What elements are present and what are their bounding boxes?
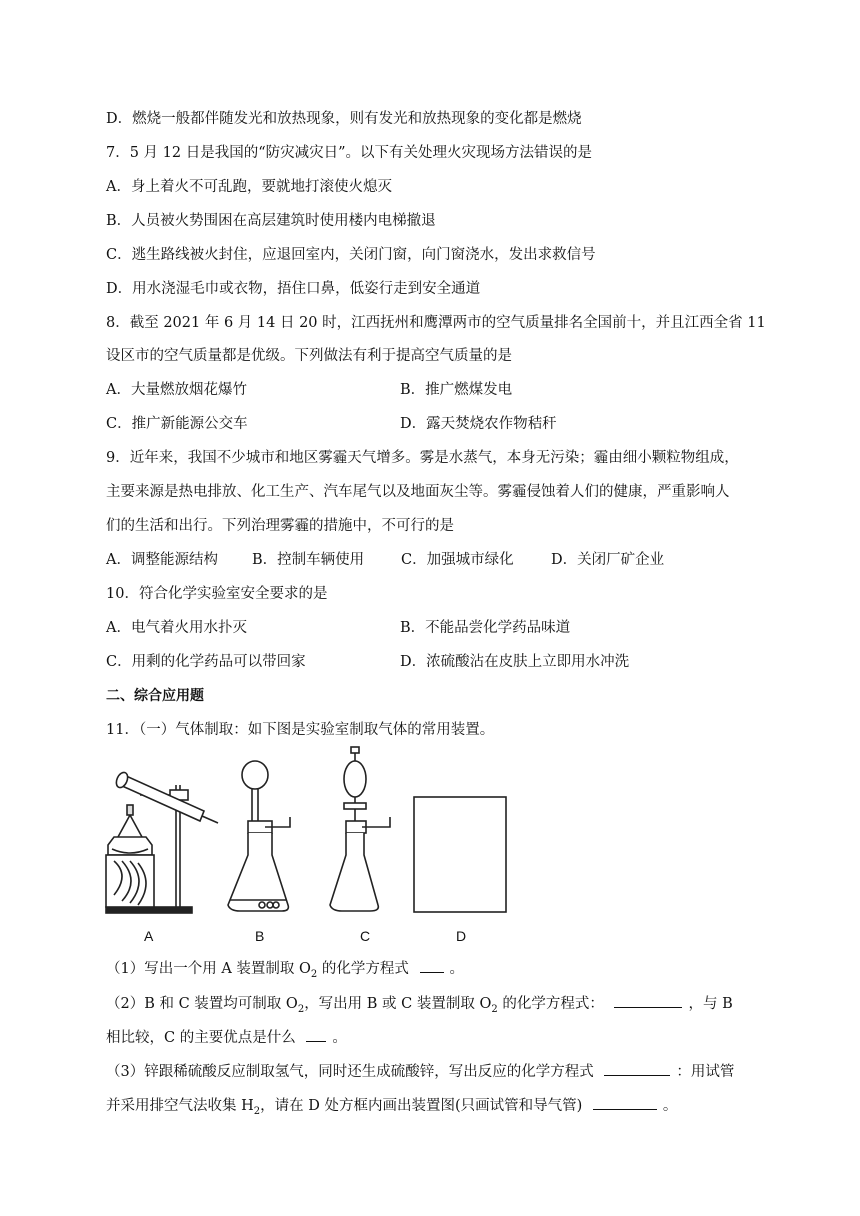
- label-b: B: [255, 928, 265, 944]
- q9-option-c: C．加强城市绿化: [401, 552, 514, 568]
- q10-options-row2: [106, 652, 756, 672]
- q10-option-b: B．不能品尝化学药品味道: [400, 620, 571, 636]
- q10-option-d: D．浓硫酸沾在皮肤上立即用水冲洗: [400, 654, 630, 670]
- q8-options-row2: [106, 414, 756, 434]
- subscript: 2: [253, 1105, 261, 1117]
- q9-option-a: A．调整能源结构: [106, 552, 218, 568]
- subscript: 2: [297, 1003, 305, 1015]
- label-d: D: [456, 928, 467, 944]
- label-a: A: [144, 928, 154, 944]
- apparatus-a: [106, 771, 218, 913]
- q7-option-c: C．逃生路线被火封住，应退回室内，关闭门窗，向门窗浇水，发出求救信号: [106, 247, 596, 263]
- q10-option-c: C．用剩的化学药品可以带回家: [106, 654, 306, 670]
- q9-option-d: D．关闭厂矿企业: [551, 552, 665, 568]
- q11-part2-end: 。: [332, 1030, 347, 1046]
- q10-options-row1: [106, 618, 756, 638]
- answer-blank[interactable]: [604, 1061, 670, 1076]
- q11-part3-line2: [106, 1095, 677, 1122]
- q8-option-c: C．推广新能源公交车: [106, 416, 248, 432]
- q10-option-a: A．电气着火用水扑灭: [106, 620, 247, 636]
- q11-stem: 11．（一）气体制取：如下图是实验室制取气体的常用装置。: [106, 722, 495, 738]
- answer-blank[interactable]: [306, 1027, 326, 1042]
- subscript: 2: [310, 968, 318, 980]
- q7-option-a: A．身上着火不可乱跑，要就地打滚使火熄灭: [106, 179, 392, 195]
- q11-part2-text5: 相比较，C 的主要优点是什么: [106, 1030, 296, 1046]
- apparatus-c: [330, 747, 390, 911]
- section-heading: 二、综合应用题: [106, 688, 204, 704]
- apparatus-b: [228, 761, 290, 911]
- q8-stem-line1: 8．截至 2021 年 6 月 14 日 20 时，江西抚州和鹰潭两市的空气质量排名全国前十，并且江西全省 11: [106, 315, 766, 331]
- q11-part3-text3: 并采用排空气法收集 H: [106, 1098, 254, 1114]
- q11-part3-text2: ：用试管: [676, 1064, 735, 1080]
- q11-part2-text: （2）B 和 C 装置均可制取 O: [106, 996, 298, 1012]
- q11-part3-end: 。: [662, 1098, 678, 1114]
- apparatus-d-box: [414, 797, 506, 912]
- q7-option-b: B．人员被火势围困在高层建筑时使用楼内电梯撤退: [106, 213, 436, 229]
- q9-stem-line2: 主要来源是热电排放、化工生产、汽车尾气以及地面灰尘等。雾霾侵蚀着人们的健康，严重影响人: [106, 484, 730, 500]
- q7-stem: 7．5 月 12 日是我国的“防灾减灾日”。以下有关处理火灾现场方法错误的是: [106, 145, 593, 161]
- q11-part3-text: （3）锌跟稀硫酸反应制取氢气，同时还生成硫酸锌，写出反应的化学方程式: [106, 1064, 594, 1080]
- lab-apparatus-figure: [100, 745, 520, 945]
- q8-options-row1: [106, 380, 756, 400]
- q6-option-d: D．燃烧一般都伴随发光和放热现象，则有发光和放热现象的变化都是燃烧: [106, 111, 582, 127]
- q7-option-d: D．用水浇湿毛巾或衣物，捂住口鼻，低姿行走到安全通道: [106, 281, 481, 297]
- subscript: 2: [491, 1003, 498, 1015]
- q11-part2-text4: ，与 B: [688, 996, 733, 1012]
- q9-stem-line1: 9．近年来，我国不少城市和地区雾霾天气增多。雾是水蒸气，本身无污染；霾由细小颗粒物组成，: [106, 450, 739, 466]
- q11-part1: [106, 958, 464, 985]
- q11-part2-line2: [106, 1027, 347, 1048]
- q8-stem-line2: 设区市的空气质量都是优级。下列做法有利于提高空气质量的是: [106, 348, 512, 364]
- q10-stem: 10．符合化学实验室安全要求的是: [106, 586, 328, 602]
- q8-option-d: D．露天焚烧农作物秸秆: [400, 416, 557, 432]
- q11-part1-text: （1）写出一个用 A 装置制取 O: [106, 961, 311, 977]
- q11-part2-text2: ，写出用 B 或 C 装置制取 O: [304, 996, 492, 1012]
- q9-stem-line3: 们的生活和出行。下列治理雾霾的措施中，不可行的是: [106, 518, 454, 534]
- q11-part3: [106, 1061, 734, 1082]
- q11-part2-text3: 的化学方程式：: [497, 996, 604, 1012]
- q8-option-b: B．推广燃煤发电: [400, 382, 513, 398]
- q11-part1-end: 。: [449, 961, 465, 977]
- answer-blank[interactable]: [614, 993, 682, 1008]
- q8-option-a: A．大量燃放烟花爆竹: [106, 382, 247, 398]
- q11-part3-text4: ，请在 D 处方框内画出装置图(只画试管和导气管): [260, 1098, 583, 1114]
- q9-option-b: B．控制车辆使用: [252, 552, 365, 568]
- label-c: C: [360, 928, 371, 944]
- answer-blank[interactable]: [593, 1095, 657, 1110]
- answer-blank[interactable]: [420, 958, 444, 973]
- q11-part2: [106, 993, 733, 1020]
- q11-part1-text2: 的化学方程式: [317, 961, 409, 977]
